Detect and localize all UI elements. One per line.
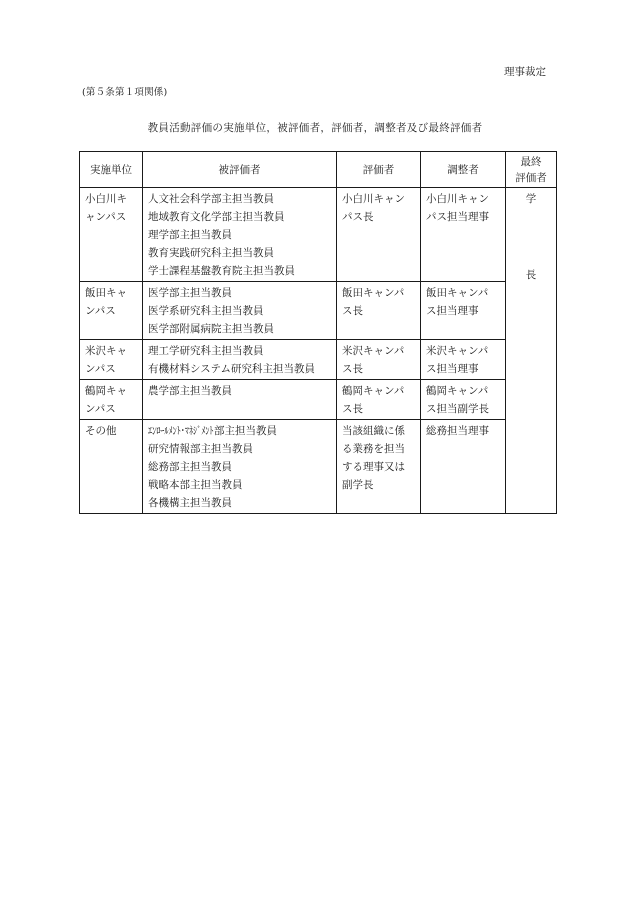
header-final-line: 最終 (520, 156, 542, 168)
evaluatee-line (148, 422, 331, 440)
evaluator-line: ス長 (342, 403, 363, 415)
coordinator-line: ス担当副学長 (426, 403, 489, 415)
evaluatee-line: 医学部附属病院主担当教員 (148, 323, 274, 335)
header-evaluator: 評価者 (337, 152, 421, 188)
document-title: 教員活動評価の実施単位，被評価者，評価者，調整者及び最終評価者 (147, 122, 483, 134)
coordinator-line: パス担当理事 (426, 211, 489, 223)
evaluatee-line: 医学系研究科主担当教員 (148, 305, 264, 317)
evaluatee-cell (143, 420, 337, 514)
unit-cell (80, 380, 143, 420)
evaluator-cell (337, 282, 421, 340)
evaluatee-line: 理学部主担当教員 (148, 229, 232, 241)
evaluator-line: 小白川キャン (342, 193, 405, 205)
coordinator-cell (421, 420, 506, 514)
evaluator-line: 米沢キャンパ (342, 345, 405, 357)
evaluator-line: ス長 (342, 305, 363, 317)
evaluatee-line: 総務部主担当教員 (148, 461, 232, 473)
evaluatee-line: 理工学研究科主担当教員 (148, 345, 264, 357)
evaluator-line: 副学長 (342, 479, 374, 491)
evaluatee-line: 戦略本部主担当教員 (148, 479, 243, 491)
header-final-evaluator (506, 152, 557, 188)
evaluatee-line: 医学部主担当教員 (148, 287, 232, 299)
coordinator-line: 米沢キャンパ (426, 345, 489, 357)
evaluatee-line: 教育実践研究科主担当教員 (148, 247, 274, 259)
table-row (80, 380, 557, 420)
evaluator-line: パス長 (342, 211, 374, 223)
table-row (80, 282, 557, 340)
unit-cell (80, 282, 143, 340)
article-reference: (第５条第１項関係) (82, 87, 168, 98)
evaluatee-line: 人文社会科学部主担当教員 (148, 193, 274, 205)
evaluator-line: 飯田キャンパ (342, 287, 405, 299)
evaluatee-cell (143, 340, 337, 380)
evaluatee-line: 農学部主担当教員 (148, 385, 232, 397)
unit-line: ンパス (85, 403, 116, 415)
header-coordinator: 調整者 (421, 152, 506, 188)
coordinator-line: 飯田キャンパ (426, 287, 489, 299)
evaluatee-line: 研究情報部主担当教員 (148, 443, 253, 455)
coordinator-cell (421, 380, 506, 420)
header-unit: 実施単位 (80, 152, 143, 188)
evaluatee-line: 地域教育文化学部主担当教員 (148, 211, 285, 223)
unit-cell (80, 188, 143, 282)
evaluatee-cell (143, 188, 337, 282)
coordinator-line: 鶴岡キャンパ (426, 385, 489, 397)
evaluatee-line: 有機材料システム研究科主担当教員 (148, 363, 315, 375)
evaluator-line: 当該組織に係 (342, 425, 405, 437)
table-header-row (80, 152, 557, 188)
unit-line: ャンパス (85, 211, 127, 223)
unit-line: 小白川キ (85, 193, 127, 205)
evaluation-table (79, 151, 557, 514)
evaluatee-line: 各機構主担当教員 (148, 497, 232, 509)
coordinator-line: 総務担当理事 (426, 425, 489, 437)
unit-line: 飯田キャ (85, 287, 127, 299)
evaluatee-suffix: 部主担当教員 (214, 425, 277, 437)
table-row (80, 420, 557, 514)
header-final-line: 評価者 (515, 172, 547, 184)
table-row (80, 188, 557, 282)
evaluator-line: る業務を担当 (342, 443, 405, 455)
coordinator-line: 小白川キャン (426, 193, 489, 205)
unit-cell (80, 420, 143, 514)
evaluator-line: する理事又は (342, 461, 405, 473)
header-evaluatee: 被評価者 (143, 152, 337, 188)
unit-cell (80, 340, 143, 380)
unit-line: ンパス (85, 305, 116, 317)
coordinator-cell (421, 188, 506, 282)
evaluatee-cell (143, 282, 337, 340)
final-evaluator-char: 学 (525, 193, 537, 205)
unit-line: ンパス (85, 363, 116, 375)
unit-line: 鶴岡キャ (85, 385, 127, 397)
evaluator-line: 鶴岡キャンパ (342, 385, 405, 397)
evaluatee-cell (143, 380, 337, 420)
coordinator-cell (421, 282, 506, 340)
enrollment-management-prefix: ｴﾝﾛｰﾙﾒﾝﾄ･ﾏﾈｼﾞﾒﾝﾄ (148, 425, 214, 437)
coordinator-line: ス担当理事 (426, 363, 479, 375)
evaluator-cell (337, 340, 421, 380)
evaluatee-line: 学士課程基盤教育院主担当教員 (148, 265, 295, 277)
coordinator-line: ス担当理事 (426, 305, 479, 317)
evaluator-cell (337, 420, 421, 514)
final-evaluator-cell (506, 188, 557, 514)
evaluator-line: ス長 (342, 363, 363, 375)
coordinator-cell (421, 340, 506, 380)
table-row (80, 340, 557, 380)
unit-line: その他 (85, 425, 117, 437)
final-evaluator-char: 長 (525, 269, 537, 281)
evaluator-cell (337, 380, 421, 420)
evaluator-cell (337, 188, 421, 282)
unit-line: 米沢キャ (85, 345, 127, 357)
decision-label: 理事裁定 (504, 66, 546, 78)
